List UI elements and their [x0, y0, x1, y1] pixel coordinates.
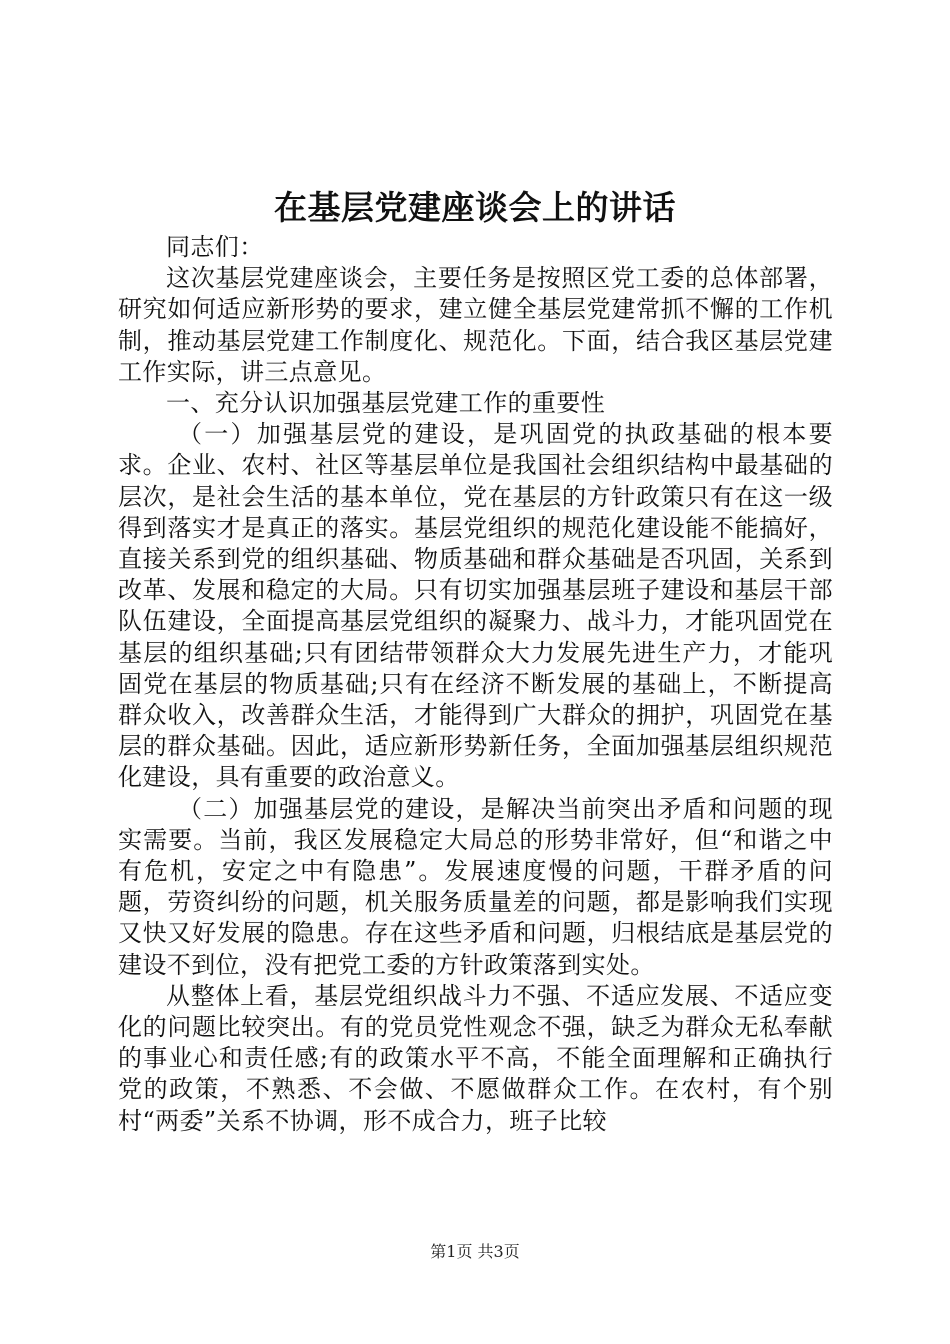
document-body: [118, 232, 833, 1137]
body-paragraph: （二）加强基层党的建设，是解决当前突出矛盾和问题的现实需要。当前，我区发展稳定大局总的形势非常好，但“和谐之中有危机，安定之中有隐患”。发展速度慢的问题，干群矛盾的问题，劳资纠纷的问题，机关服务质量差的问题，都是影响我们实现又快又好发展的隐患。存在这些矛盾和问题，归根结底是基层党的建设不到位，没有把党工委的方针政策落到实处。: [118, 794, 833, 979]
body-paragraph: 从整体上看，基层党组织战斗力不强、不适应发展、不适应变化的问题比较突出。有的党员党性观念不强，缺乏为群众无私奉献的事业心和责任感;有的政策水平不高，不能全面理解和正确执行党的政策，不熟悉、不会做、不愿做群众工作。在农村，有个别村“两委”关系不协调，形不成合力，班子比较: [118, 981, 833, 1135]
section-heading: 一、充分认识加强基层党建工作的重要性: [166, 389, 606, 418]
page-title: 在基层党建座谈会上的讲话: [274, 188, 676, 227]
salutation-paragraph: 同志们：: [166, 233, 264, 261]
page-number: 第1页 共3页: [430, 1242, 520, 1261]
body-paragraph: （一）加强基层党的建设，是巩固党的执政基础的根本要求。企业、农村、社区等基层单位是我国社会组织结构中最基础的层次，是社会生活的基本单位，党在基层的方针政策只有在这一级得到落实才是真正的落实。基层党组织的规范化建设能不能搞好，直接关系到党的组织基础、物质基础和群众基础是否巩固，关系到改革、发展和稳定的大局。只有切实加强基层班子建设和基层干部队伍建设，全面提高基层党组织的凝聚力、战斗力，才能巩固党在基层的组织基础;只有团结带领群众大力发展先进生产力，才能巩固党在基层的物质基础;只有在经济不断发展的基础上，不断提高群众收入，改善群众生活，才能得到广大群众的拥护，巩固党在基层的群众基础。因此，适应新形势新任务，全面加强基层组织规范化建设，具有重要的政治意义。: [118, 420, 833, 792]
intro-paragraph: 这次基层党建座谈会，主要任务是按照区党工委的总体部署，研究如何适应新形势的要求，建立健全基层党建常抓不懈的工作机制，推动基层党建工作制度化、规范化。下面，结合我区基层党建工作实际，讲三点意见。: [118, 264, 833, 386]
